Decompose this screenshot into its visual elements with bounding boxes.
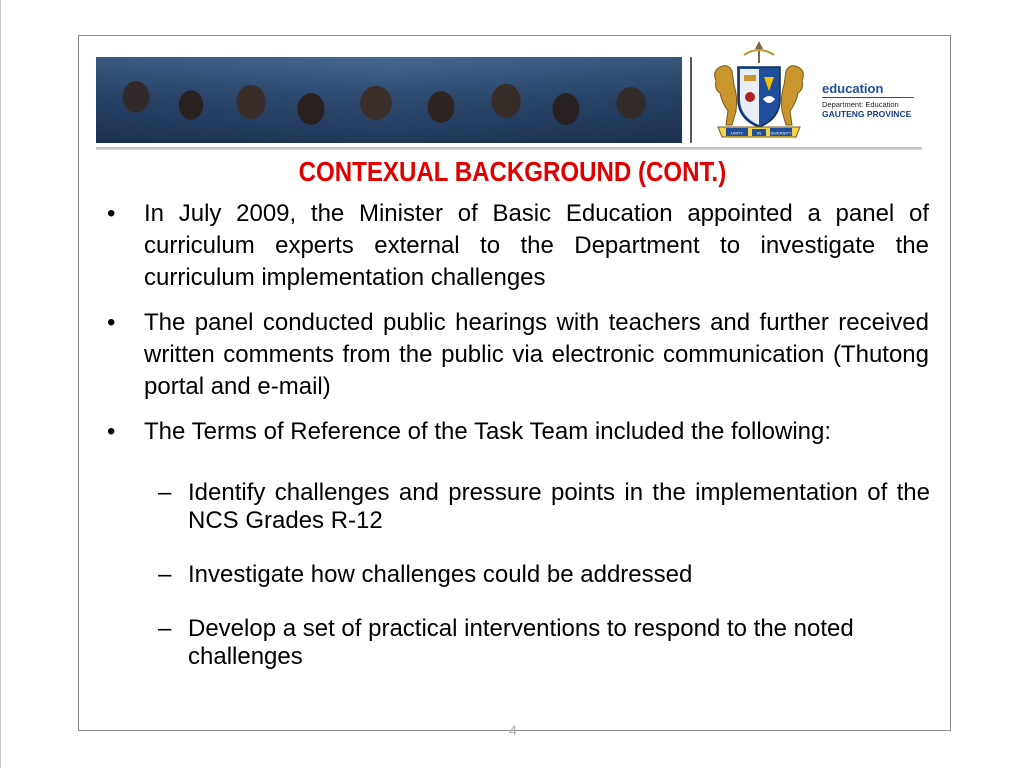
crest-motto-left: UNITY <box>731 130 743 136</box>
slide-title: CONTEXUAL BACKGROUND (CONT.) <box>298 156 727 187</box>
education-label: education <box>822 81 914 98</box>
bullet-text: In July 2009, the Minister of Basic Education appointed a panel of curriculum experts external to the Department to investigate the curriculum implementation challenges <box>144 200 929 291</box>
coat-of-arms-icon <box>704 41 814 143</box>
banner-divider <box>690 57 692 143</box>
sub-bullet-marker: – <box>158 561 172 588</box>
sub-bullet-text: Identify challenges and pressure points in the implementation of the NCS Grades R-12 <box>188 479 930 534</box>
bullet-list <box>107 198 929 448</box>
department-logo-text <box>822 81 922 120</box>
bullet-item <box>107 416 929 448</box>
sub-bullet-marker: – <box>158 615 172 642</box>
bullet-text: The panel conducted public hearings with teachers and further received written comments from the public via electronic communication (Thutong portal and e-mail) <box>144 309 929 400</box>
sub-bullet-item <box>158 615 930 671</box>
sub-bullet-list <box>158 479 930 671</box>
province-label: GAUTENG PROVINCE <box>822 109 912 119</box>
header-banner <box>96 55 922 147</box>
sub-bullet-marker: – <box>158 479 172 506</box>
page-number: 4 <box>509 722 517 738</box>
sub-bullet-item <box>158 561 930 589</box>
header-photo <box>96 57 682 143</box>
crest-motto-center: IN <box>757 130 761 136</box>
bullet-item <box>107 198 929 294</box>
sub-bullet-item <box>158 479 930 535</box>
bullet-marker: • <box>107 418 116 445</box>
bullet-text: The Terms of Reference of the Task Team included the following: <box>144 418 832 445</box>
bullet-marker: • <box>107 200 116 227</box>
department-label: Department: Education <box>822 100 899 109</box>
header-divider <box>96 147 922 150</box>
crest-motto-right: DIVERSITY <box>770 130 792 136</box>
sub-bullet-text: Investigate how challenges could be addressed <box>188 561 693 588</box>
bullet-item <box>107 307 929 403</box>
bullet-marker: • <box>107 309 116 336</box>
sub-bullet-text: Develop a set of practical interventions to respond to the noted challenges <box>188 615 854 670</box>
